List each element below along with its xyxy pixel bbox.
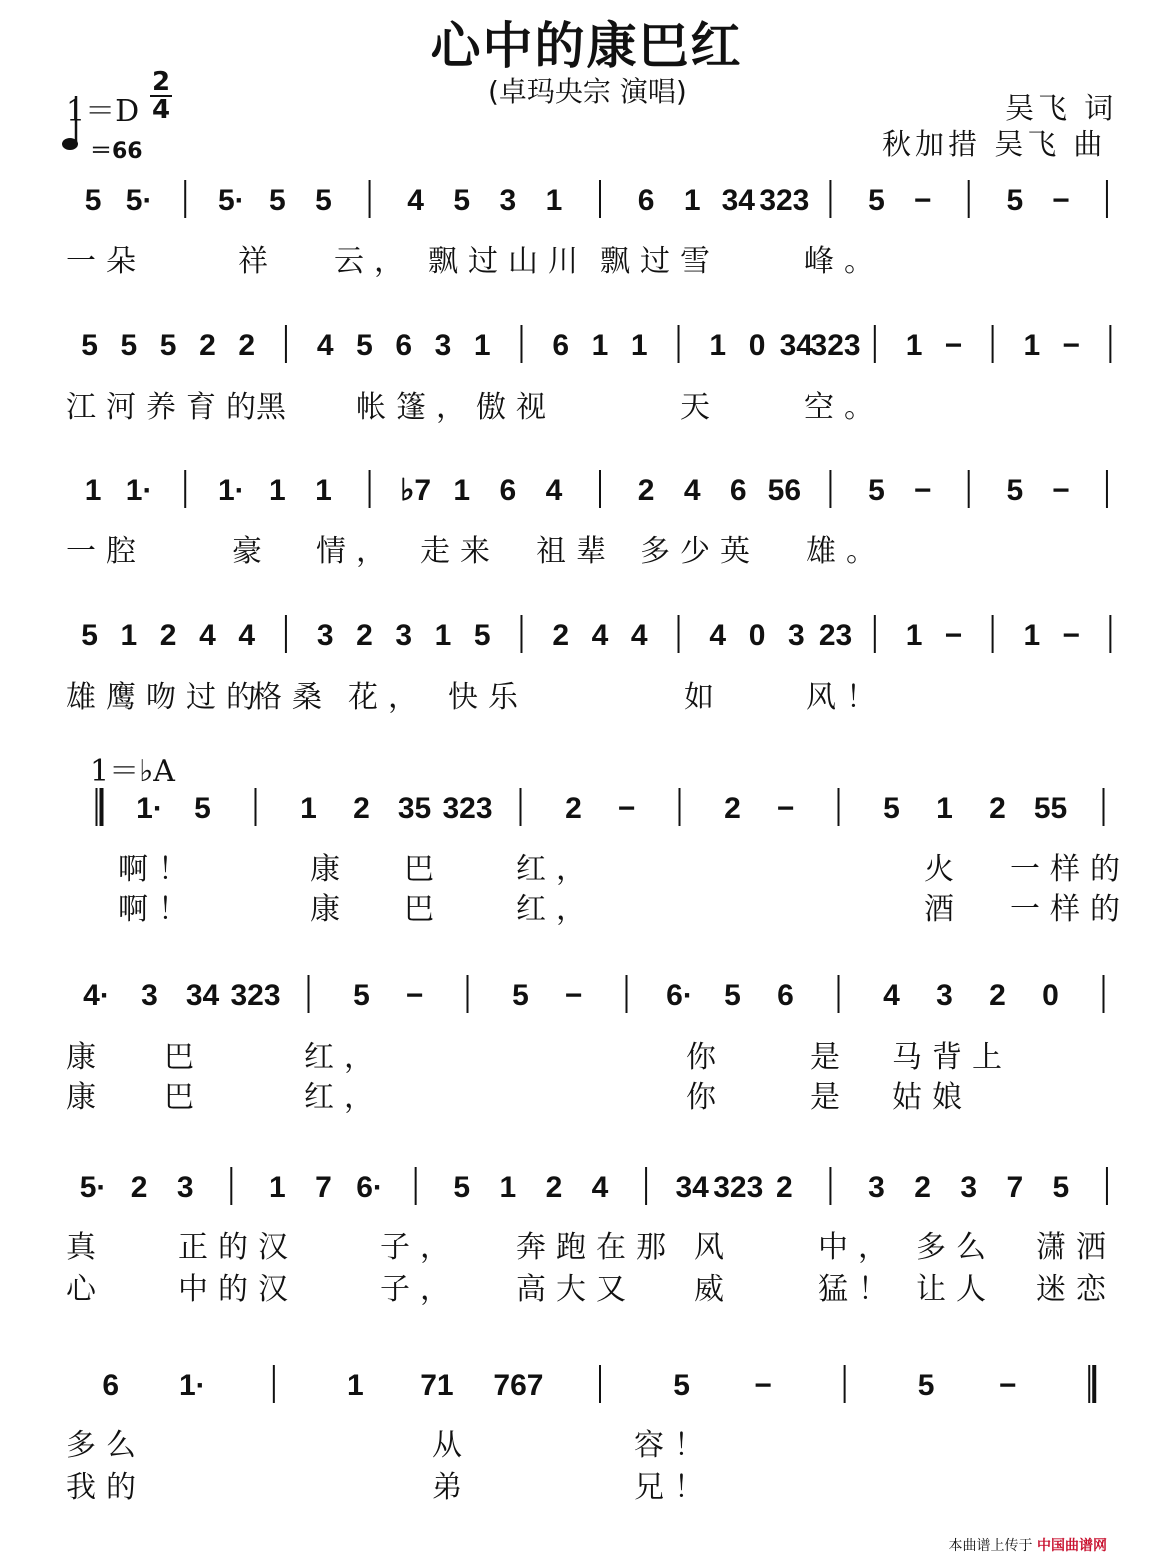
note-symbol: 1	[545, 184, 563, 217]
note-symbol: 1	[84, 474, 102, 507]
note-symbol: 2	[989, 792, 1006, 825]
song-title: 心中的康巴红	[430, 17, 743, 75]
note-symbol: 2	[552, 619, 570, 652]
note-symbol: 34	[185, 979, 220, 1012]
note-symbol: 5	[868, 474, 885, 507]
note-symbol: 5	[453, 184, 471, 217]
note-symbol: 1	[347, 1369, 364, 1402]
note-symbol: 5	[473, 619, 491, 652]
note-symbol: −	[1052, 184, 1070, 217]
note-symbol: 1·	[136, 792, 163, 825]
note-symbol: 5	[120, 329, 138, 362]
note-symbol: 7	[315, 1171, 332, 1204]
note-symbol: 1	[1023, 329, 1041, 362]
note-symbol: 7	[1006, 1171, 1024, 1204]
note-symbol: 5	[194, 792, 211, 825]
note-symbol: 1	[936, 792, 953, 825]
note-symbol: −	[913, 474, 932, 507]
note-symbol: 5	[673, 1369, 690, 1402]
note-symbol: −	[944, 619, 963, 652]
note-symbol: 3	[176, 1171, 194, 1204]
note-symbol: 5·	[79, 1171, 107, 1204]
note-symbol: 1	[905, 329, 923, 362]
note-symbol: 5	[1052, 1171, 1070, 1204]
note-symbol: 323	[713, 1171, 764, 1204]
note-symbol: 1	[905, 619, 923, 652]
note-symbol: 1	[120, 619, 138, 652]
note-symbol: 6·	[356, 1171, 383, 1204]
time-sig-top: 2	[151, 67, 171, 97]
note-symbol: 0	[1042, 979, 1059, 1012]
note-symbol: ♭7	[400, 474, 432, 507]
note-symbol: 1·	[217, 474, 245, 507]
note-symbol: 4	[630, 619, 648, 652]
note-symbol: 5	[84, 184, 102, 217]
note-symbol: 55	[1033, 792, 1068, 825]
note-symbol: 34	[675, 1171, 709, 1204]
note-symbol: 2	[353, 792, 370, 825]
note-symbol: −	[776, 792, 795, 825]
note-symbol: 2	[724, 792, 741, 825]
note-symbol: 3	[434, 329, 452, 362]
note-symbol: −	[1062, 329, 1080, 362]
note-symbol: 5	[512, 979, 529, 1012]
note-symbol: 4·	[83, 979, 110, 1012]
note-symbol: 4	[316, 329, 334, 362]
note-symbol: 1·	[178, 1369, 206, 1402]
note-symbol: 6	[102, 1369, 120, 1402]
note-symbol: 767	[493, 1369, 544, 1402]
footer-credit	[949, 1535, 1107, 1555]
note-symbol: 2	[159, 619, 177, 652]
note-symbol: −	[564, 979, 583, 1012]
note-symbol: 2	[637, 474, 655, 507]
note-symbol: −	[1062, 619, 1080, 652]
lyricist-credit: 吴飞 词	[1005, 91, 1118, 125]
note-symbol: 1·	[125, 474, 153, 507]
note-symbol: 5	[724, 979, 741, 1012]
note-symbol: 1	[269, 474, 286, 507]
note-symbol: −	[617, 792, 636, 825]
note-symbol: 1	[269, 1171, 286, 1204]
note-symbol: 1	[683, 184, 701, 217]
note-symbol: −	[998, 1369, 1017, 1402]
note-symbol: 323	[230, 979, 281, 1012]
note-symbol: −	[1052, 474, 1070, 507]
note-symbol: 5	[1006, 184, 1024, 217]
note-symbol: 4	[709, 619, 727, 652]
note-symbol: 6	[729, 474, 747, 507]
note-symbol: 2	[545, 1171, 563, 1204]
note-symbol: 2	[199, 329, 216, 362]
note-symbol: 3	[787, 619, 805, 652]
note-symbol: 23	[818, 619, 853, 652]
note-symbol: 1	[499, 1171, 517, 1204]
time-sig-bottom: 4	[151, 95, 171, 125]
note-symbol: 5·	[125, 184, 153, 217]
note-symbol: 5	[81, 619, 98, 652]
note-symbol: 5	[356, 329, 373, 362]
note-symbol: 3	[936, 979, 953, 1012]
note-symbol: 5	[353, 979, 370, 1012]
note-symbol: 6	[637, 184, 655, 217]
note-symbol: 323	[759, 184, 810, 217]
note-symbol: 56	[767, 474, 802, 507]
performer-subtitle: (卓玛央宗 演唱)	[488, 75, 687, 108]
note-symbol: 71	[420, 1369, 454, 1402]
note-symbol: 1	[709, 329, 727, 362]
note-symbol: 3	[316, 619, 334, 652]
note-symbol: 6	[499, 474, 517, 507]
note-symbol: 35	[397, 792, 432, 825]
note-symbol: 1	[591, 329, 609, 362]
note-symbol: 5	[269, 184, 286, 217]
key-signature: 1＝D	[66, 94, 140, 129]
note-symbol: 3	[141, 979, 158, 1012]
note-symbol: 323	[810, 329, 861, 362]
note-symbol: 5	[159, 329, 177, 362]
note-symbol: 6	[777, 979, 794, 1012]
note-symbol: 1	[453, 474, 471, 507]
note-symbol: 4	[545, 474, 563, 507]
note-symbol: 5	[315, 184, 332, 217]
note-symbol: 5·	[217, 184, 245, 217]
note-symbol: 4	[683, 474, 701, 507]
note-symbol: 34	[721, 184, 755, 217]
note-symbol: −	[913, 184, 932, 217]
note-symbol: 4	[591, 619, 609, 652]
note-symbol: 3	[868, 1171, 885, 1204]
note-symbol: 2	[356, 619, 373, 652]
note-symbol: 5	[883, 792, 900, 825]
note-symbol: 5	[868, 184, 885, 217]
note-symbol: 5	[81, 329, 98, 362]
note-symbol: 2	[238, 329, 256, 362]
site-logo: 中国曲谱网	[1037, 1538, 1107, 1554]
note-symbol: 4	[407, 184, 424, 217]
note-symbol: −	[754, 1369, 772, 1402]
note-symbol: 1	[434, 619, 452, 652]
note-symbol: 0	[748, 329, 766, 362]
key-change: 1＝♭A	[90, 754, 175, 789]
composer-credit: 秋加措 吴飞 曲	[882, 127, 1107, 161]
note-symbol: 2	[565, 792, 582, 825]
note-symbol: 1	[630, 329, 648, 362]
note-symbol: 5	[917, 1369, 935, 1402]
note-symbol: 2	[989, 979, 1006, 1012]
note-symbol: 1	[1023, 619, 1041, 652]
note-symbol: 4	[199, 619, 216, 652]
note-symbol: 2	[776, 1171, 793, 1204]
note-symbol: 2	[914, 1171, 931, 1204]
footer-text: 本曲谱上传于	[948, 1538, 1033, 1554]
note-symbol: 3	[960, 1171, 978, 1204]
note-symbol: 3	[499, 184, 517, 217]
note-symbol: 6	[552, 329, 570, 362]
note-symbol: −	[944, 329, 963, 362]
note-symbol: 5	[1006, 474, 1024, 507]
note-symbol: 1	[473, 329, 491, 362]
note-symbol: 1	[315, 474, 332, 507]
note-symbol: 323	[442, 792, 493, 825]
note-symbol: 4	[238, 619, 256, 652]
note-symbol: 4	[591, 1171, 609, 1204]
tempo-marking: ＝66	[90, 139, 143, 164]
note-symbol: −	[405, 979, 424, 1012]
note-symbol: 4	[883, 979, 900, 1012]
note-symbol: 1	[300, 792, 317, 825]
note-symbol: 0	[748, 619, 766, 652]
note-symbol: 3	[395, 619, 413, 652]
note-symbol: 2	[130, 1171, 148, 1204]
note-symbol: 6·	[666, 979, 693, 1012]
note-symbol: 5	[453, 1171, 471, 1204]
note-symbol: 6	[395, 329, 413, 362]
note-symbol: 34	[779, 329, 813, 362]
